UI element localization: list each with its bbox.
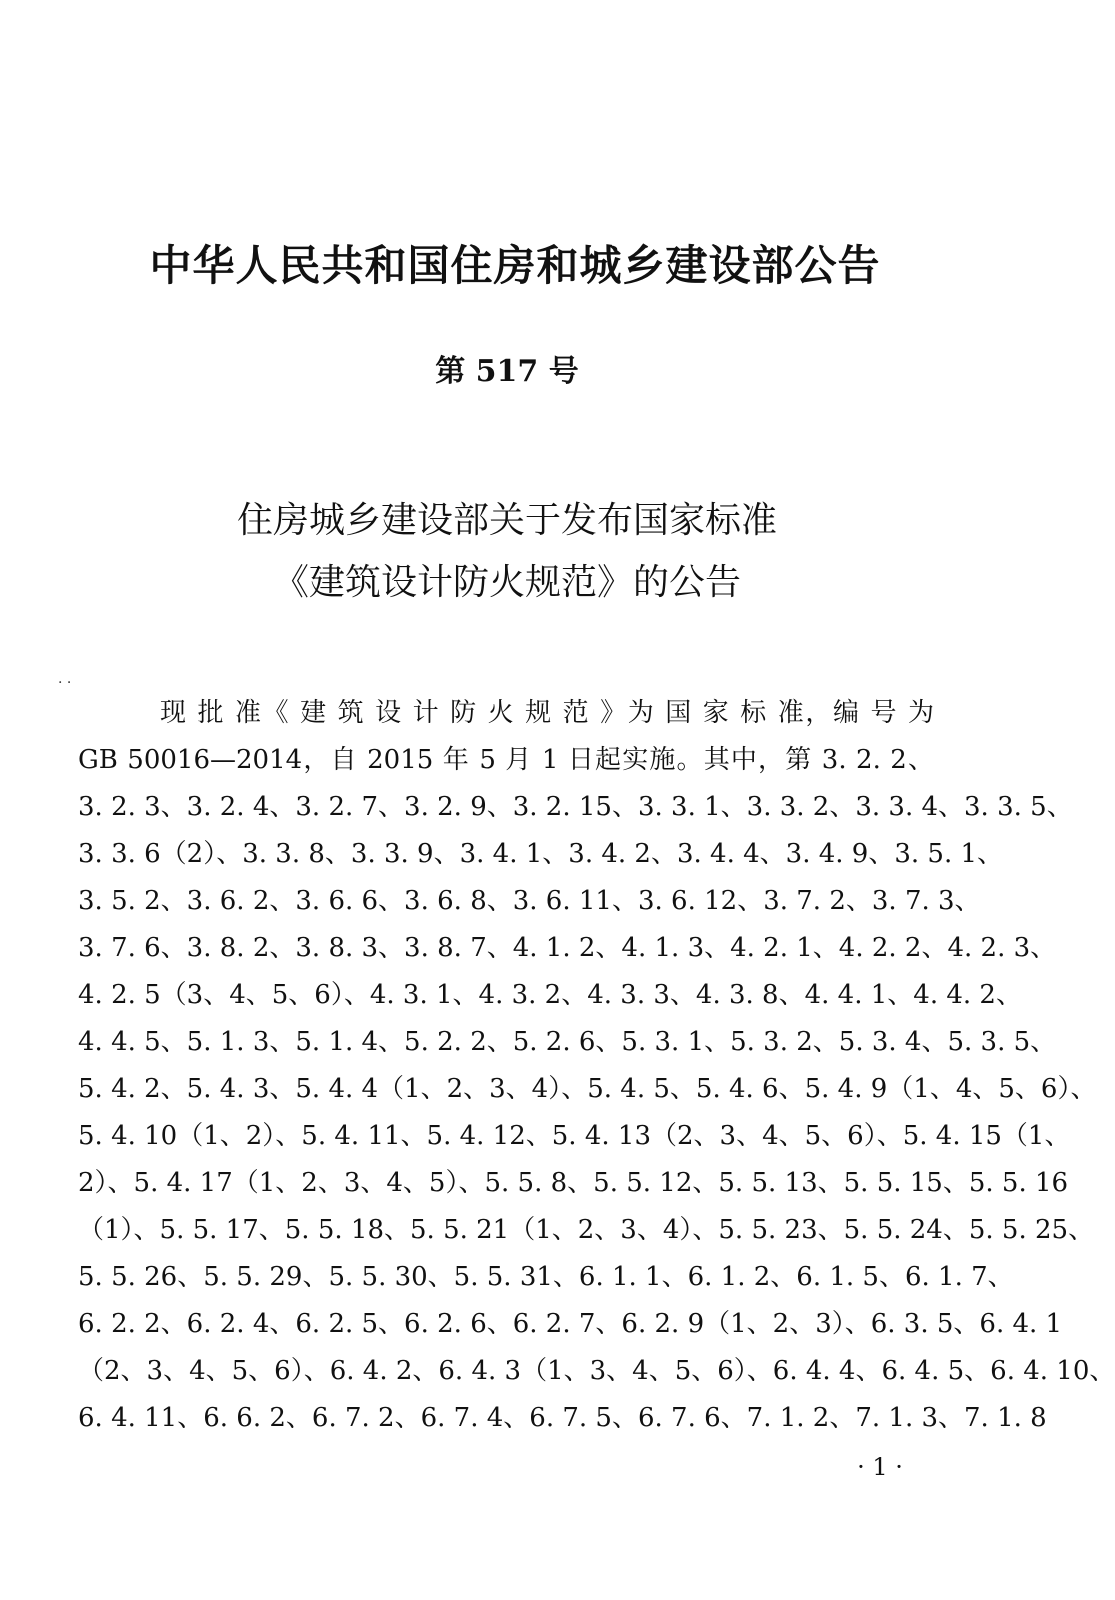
page-title: 中华人民共和国住房和城乡建设部公告 <box>149 241 881 290</box>
body-line: 6. 2. 2、6. 2. 4、6. 2. 5、6. 2. 6、6. 2. 7、6. 2. 9（1、2、3）、6. 3. 5、6. 4. 1 <box>78 1309 1063 1339</box>
body-line: 5. 5. 26、5. 5. 29、5. 5. 30、5. 5. 31、6. 1. 1、6. 1. 2、6. 1. 5、6. 1. 7、 <box>78 1262 1014 1292</box>
body-line: 2）、5. 4. 17（1、2、3、4、5）、5. 5. 8、5. 5. 12、5. 5. 13、5. 5. 15、5. 5. 16 <box>78 1168 1069 1198</box>
subtitle-line-1: 住房城乡建设部关于发布国家标准 <box>236 500 777 541</box>
stray-scan-mark: · · <box>58 675 72 691</box>
body-line: 4. 4. 5、5. 1. 3、5. 1. 4、5. 2. 2、5. 2. 6、5. 3. 1、5. 3. 2、5. 3. 4、5. 3. 5、 <box>78 1027 1057 1057</box>
body-line: 现 批 准《 建 筑 设 计 防 火 规 范 》为 国 家 标 准，编 号 为 <box>160 698 934 728</box>
body-line: 5. 4. 2、5. 4. 3、5. 4. 4（1、2、3、4）、5. 4. 5、5. 4. 6、5. 4. 9（1、4、5、6）、 <box>78 1074 1097 1104</box>
page-number: · 1 · <box>857 1453 903 1481</box>
body-line: 4. 2. 5（3、4、5、6）、4. 3. 1、4. 3. 2、4. 3. 3、4. 3. 8、4. 4. 1、4. 4. 2、 <box>78 980 1022 1010</box>
body-line: 3. 7. 6、3. 8. 2、3. 8. 3、3. 8. 7、4. 1. 2、4. 1. 3、4. 2. 1、4. 2. 2、4. 2. 3、 <box>78 933 1057 963</box>
body-line: 5. 4. 10（1、2）、5. 4. 11、5. 4. 12、5. 4. 13（2、3、4、5、6）、5. 4. 15（1、 <box>78 1121 1071 1151</box>
body-line: （2、3、4、5、6）、6. 4. 2、6. 4. 3（1、3、4、5、6）、6. 4. 4、6. 4. 5、6. 4. 10、 <box>78 1356 1115 1386</box>
body-line: （1）、5. 5. 17、5. 5. 18、5. 5. 21（1、2、3、4）、5. 5. 23、5. 5. 24、5. 5. 25、 <box>78 1215 1095 1245</box>
announcement-number: 第 517 号 <box>435 354 579 389</box>
subtitle-line-2: 《建筑设计防火规范》的公告 <box>272 562 741 603</box>
body-line: 3. 3. 6（2）、3. 3. 8、3. 3. 9、3. 4. 1、3. 4. 2、3. 4. 4、3. 4. 9、3. 5. 1、 <box>78 839 1004 869</box>
body-line: GB 50016—2014，自 2015 年 5 月 1 日起实施。其中，第 3. 2. 2、 <box>78 745 934 775</box>
announcement-subtitle <box>0 490 1014 614</box>
announcement-body <box>78 690 1115 1442</box>
body-line: 3. 5. 2、3. 6. 2、3. 6. 6、3. 6. 8、3. 6. 11、3. 6. 12、3. 7. 2、3. 7. 3、 <box>78 886 981 916</box>
body-line: 6. 4. 11、6. 6. 2、6. 7. 2、6. 7. 4、6. 7. 5、6. 7. 6、7. 1. 2、7. 1. 3、7. 1. 8 <box>78 1403 1047 1433</box>
body-line: 3. 2. 3、3. 2. 4、3. 2. 7、3. 2. 9、3. 2. 15、3. 3. 1、3. 3. 2、3. 3. 4、3. 3. 5、 <box>78 792 1073 822</box>
